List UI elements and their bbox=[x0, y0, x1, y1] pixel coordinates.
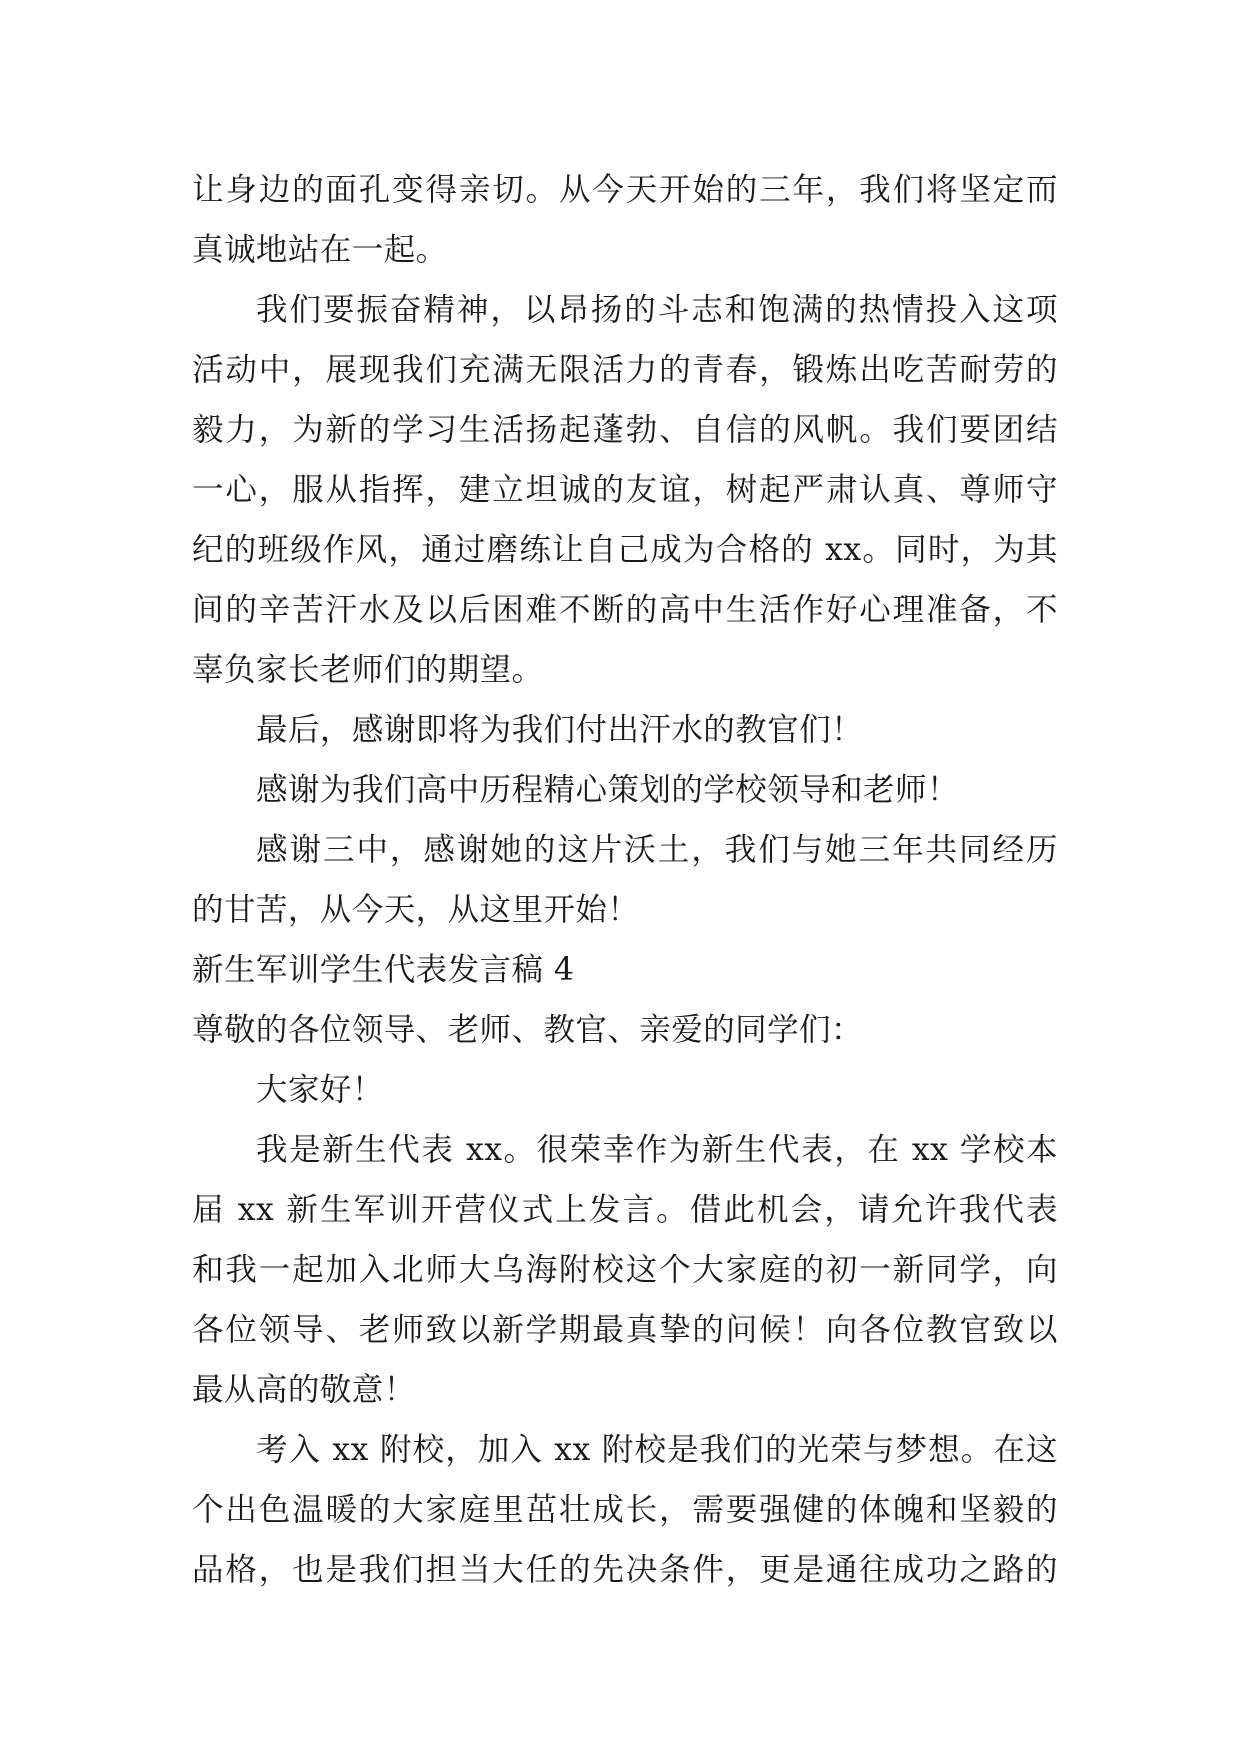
text-line: 我们要振奋精神，以昂扬的斗志和饱满的热情投入这项 bbox=[256, 292, 1058, 328]
text-line: 最从高的敬意！ bbox=[192, 1372, 416, 1408]
text-line: 届 xx 新生军训开营仪式上发言。借此机会，请允许我代表 bbox=[192, 1192, 1058, 1228]
text-line: 个出色温暖的大家庭里茁壮成长，需要强健的体魄和坚毅的 bbox=[192, 1492, 1058, 1528]
paragraph bbox=[192, 1060, 1058, 1120]
text-line: 真诚地站在一起。 bbox=[192, 232, 448, 268]
text-line: 毅力，为新的学习生活扬起蓬勃、自信的风帆。我们要团结 bbox=[192, 412, 1058, 448]
text-line: 各位领导、老师致以新学期最真挚的问候！向各位教官致以 bbox=[192, 1312, 1058, 1348]
text-line: 的甘苦，从今天，从这里开始！ bbox=[192, 892, 640, 928]
text-line: 活动中，展现我们充满无限活力的青春，锻炼出吃苦耐劳的 bbox=[192, 352, 1058, 388]
paragraph bbox=[192, 820, 1058, 940]
text-line: 间的辛苦汗水及以后困难不断的高中生活作好心理准备，不 bbox=[192, 592, 1058, 628]
document-body bbox=[192, 160, 1058, 1600]
paragraph-continuation bbox=[192, 160, 1058, 280]
text-line: 一心，服从指挥，建立坦诚的友谊，树起严肃认真、尊师守 bbox=[192, 472, 1058, 508]
section-heading bbox=[192, 940, 1058, 1000]
text-line: 纪的班级作风，通过磨练让自己成为合格的 xx。同时，为其 bbox=[192, 532, 1058, 568]
text-line: 感谢三中，感谢她的这片沃土，我们与她三年共同经历 bbox=[256, 832, 1058, 868]
text-line: 和我一起加入北师大乌海附校这个大家庭的初一新同学，向 bbox=[192, 1252, 1058, 1288]
text-line: 尊敬的各位领导、老师、教官、亲爱的同学们： bbox=[192, 1012, 863, 1048]
paragraph bbox=[192, 280, 1058, 700]
salutation bbox=[192, 1000, 1058, 1060]
paragraph bbox=[192, 1420, 1058, 1600]
text-line: 让身边的面孔变得亲切。从今天开始的三年，我们将坚定而 bbox=[192, 172, 1058, 208]
text-line: 考入 xx 附校，加入 xx 附校是我们的光荣与梦想。在这 bbox=[256, 1432, 1058, 1468]
text-line: 最后，感谢即将为我们付出汗水的教官们！ bbox=[256, 712, 864, 748]
text-line: 大家好！ bbox=[256, 1072, 384, 1108]
text-line: 新生军训学生代表发言稿 4 bbox=[192, 952, 575, 988]
text-line: 品格，也是我们担当大任的先决条件，更是通往成功之路的 bbox=[192, 1552, 1058, 1588]
paragraph bbox=[192, 700, 1058, 760]
text-line: 辜负家长老师们的期望。 bbox=[192, 652, 544, 688]
text-line: 感谢为我们高中历程精心策划的学校领导和老师！ bbox=[256, 772, 959, 808]
text-line: 我是新生代表 xx。很荣幸作为新生代表，在 xx 学校本 bbox=[256, 1132, 1058, 1168]
paragraph bbox=[192, 760, 1058, 820]
paragraph bbox=[192, 1120, 1058, 1420]
